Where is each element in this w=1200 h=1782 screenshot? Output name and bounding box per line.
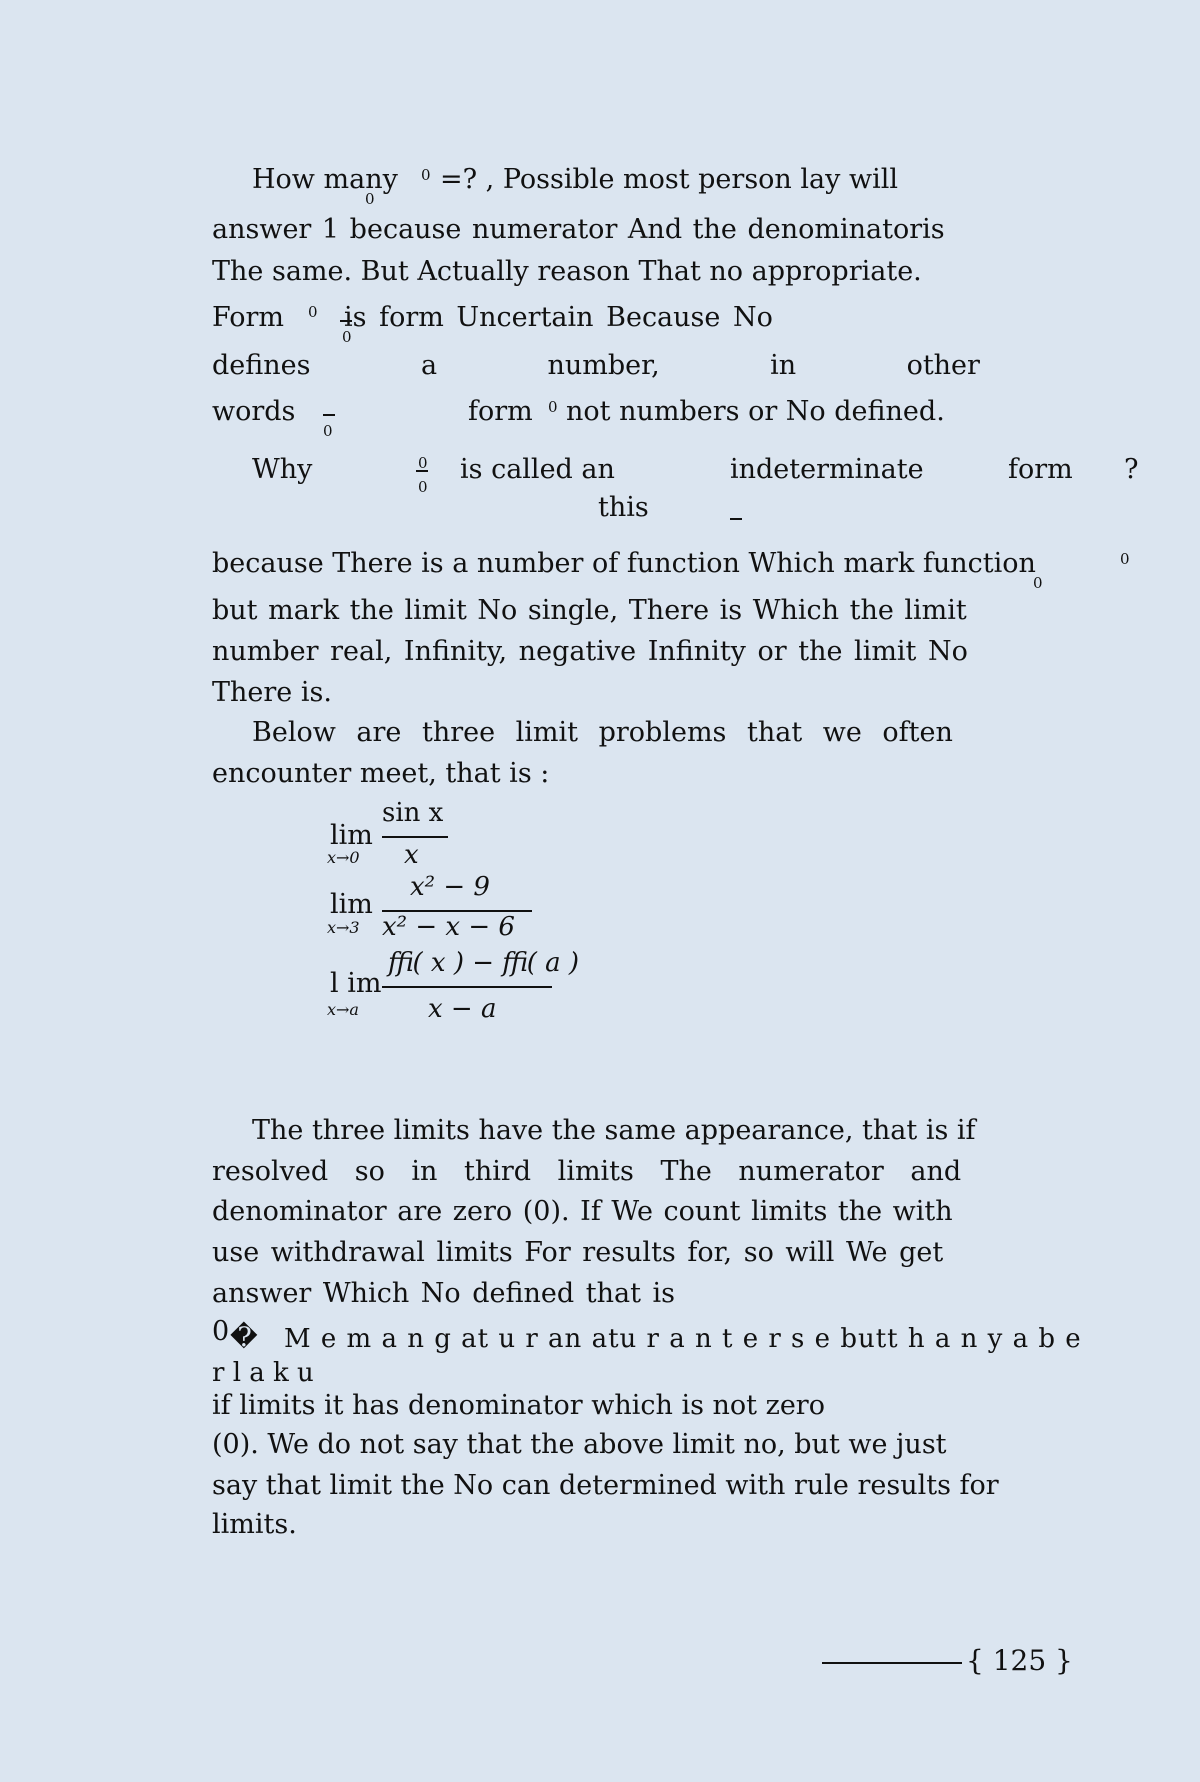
limit-operator: lim	[330, 889, 373, 920]
text-line: Why	[252, 454, 313, 485]
text-line: There is.	[212, 677, 332, 708]
fraction-bar	[416, 470, 428, 472]
text-line: answer 1 because numerator And the denominatoris	[212, 214, 945, 245]
text-line-justified	[212, 352, 980, 379]
text-line: denominator are zero (0). If We count limits the with	[212, 1196, 953, 1227]
limit-subscript: x→a	[327, 1000, 359, 1019]
fraction-numerator: 0	[548, 398, 558, 416]
fraction-numerator: 0	[418, 454, 428, 472]
fraction-numerator: 0	[1120, 550, 1130, 568]
replacement-glyph: �	[230, 1322, 258, 1353]
limit-denominator: x² − x − 6	[382, 912, 515, 942]
fraction-denominator: 0	[323, 422, 333, 440]
text-line	[252, 166, 398, 193]
text-line: is form Uncertain Because No	[344, 302, 773, 333]
fraction-numerator: 0	[421, 166, 431, 184]
limit-numerator: x² − 9	[410, 872, 490, 902]
text-line: (0). We do not say that the above limit no, but we just	[212, 1429, 947, 1460]
text-word: defines	[212, 350, 311, 381]
text-line: r l a k u	[212, 1358, 314, 1388]
limit-subscript: x→0	[327, 848, 360, 867]
limit-denominator: x − a	[428, 994, 497, 1024]
text-line: limits.	[212, 1509, 297, 1540]
text-line: is called an	[460, 454, 615, 485]
limit-denominator: x	[404, 840, 419, 870]
fraction-denominator: 0	[418, 478, 428, 496]
limit-numerator: sin x	[382, 798, 444, 828]
text-line: not numbers or No defined.	[566, 396, 945, 427]
limit-subscript: x→3	[327, 918, 360, 937]
limit-fraction-bar	[382, 986, 552, 988]
limit-operator: l im	[330, 968, 382, 999]
text-line: form	[468, 396, 533, 427]
text-line: The same. But Actually reason That no appropriate.	[212, 256, 922, 287]
text-line: ?	[1124, 454, 1139, 485]
text-word: in	[770, 350, 797, 381]
text-span: =? , Possible most person lay will	[440, 164, 898, 195]
text-line	[440, 166, 898, 193]
footer-rule	[822, 1662, 962, 1664]
text-line: this	[598, 492, 649, 523]
text-line: M e m a n g at u r an atu r a n t e r s e butt h a n y a b e	[284, 1324, 1082, 1354]
page-number: { 125 }	[966, 1644, 1073, 1677]
text-line: indeterminate	[730, 454, 924, 485]
fraction-bar	[323, 414, 335, 416]
fraction-bar	[730, 518, 742, 520]
limit-fraction-bar	[382, 836, 448, 838]
text-word: a	[420, 350, 438, 381]
text-line: use withdrawal limits For results for, so will We get	[212, 1237, 944, 1268]
text-line: Form	[212, 302, 285, 333]
fraction-numerator: 0	[308, 303, 318, 321]
text-line: number real, Infinity, negative Infinity or the limit No	[212, 636, 968, 667]
text-line: The three limits have the same appearance, that is if	[252, 1115, 976, 1146]
text-line: if limits it has denominator which is not zero	[212, 1390, 825, 1421]
text-line: because There is a number of function Which mark function	[212, 548, 1036, 579]
text-line: answer Which No defined that is	[212, 1278, 676, 1309]
text-line: encounter meet, that is :	[212, 758, 550, 789]
text-word: other	[906, 350, 980, 381]
text-word: number,	[547, 350, 660, 381]
limit-numerator: ﬃ( x ) − ﬃ( a )	[388, 948, 580, 978]
limit-operator: lim	[330, 820, 373, 851]
text-line: 0	[212, 1316, 230, 1347]
text-line: but mark the limit No single, There is Which the limit	[212, 595, 967, 626]
text-line: resolved so in third limits The numerator and	[212, 1156, 962, 1187]
fraction-denominator: 0	[1033, 574, 1043, 592]
text-span: How many	[252, 164, 398, 195]
text-line: Below are three limit problems that we often	[252, 717, 953, 748]
fraction-denominator: 0	[342, 328, 352, 346]
text-line: form	[1008, 454, 1073, 485]
fraction-denominator: 0	[365, 190, 375, 208]
text-line: say that limit the No can determined with rule results for	[212, 1470, 999, 1501]
text-line: words	[212, 396, 296, 427]
